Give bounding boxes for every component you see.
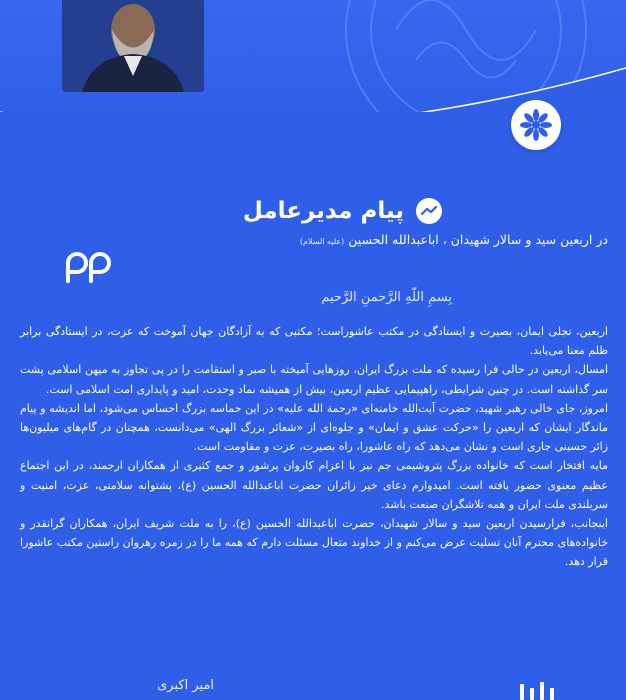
signature-name: امیر اکبری: [157, 678, 214, 693]
message-paragraph: امسال، اربعین در حالی فرا رسیده که ملت بزرگ ایران، روزهایی آمیخته با صبر و استقامت را در پی تجاوز به میهن اسلامی پشت سر گذاشته است. در چنین شرایطی، راهپیمایی عظیم اربعین، بیش از همیشه نماد وحدت، امید و پایداری امت اسلامی است.: [20, 363, 608, 396]
message-paragraph: اینجانب، فرارسیدن اربعین سید و سالار شهیدان، حضرت اباعبدالله الحسین (ع)، را به ملت شریف ایران، همکاران گرانقدر و خانواده‌های محترم آنان تسلیت عرض می‌کنم و از خداوند متعال مسئلت دارم که همه ما را در زمره رهروان راستین مکتب عاشورا قرار دهد.: [20, 517, 608, 569]
message-bubble-icon: [414, 196, 444, 226]
message-paragraph: اربعین، تجلی ایمان، بصیرت و ایستادگی در مکتب عاشوراست؛ مکتبی که به آزادگان جهان آموخت که عزت، در ایستادگی برابر ظلم معنا می‌یابد.: [20, 325, 608, 358]
subtitle-text: در اربعین سید و سالار شهیدان ، اباعبدالله الحسین: [348, 232, 608, 247]
flower-emblem-icon: [511, 100, 561, 150]
company-logo-icon: [516, 680, 562, 700]
quote-mark-icon: [62, 247, 112, 283]
message-subtitle: [300, 232, 608, 247]
message-title: پیام مدیرعامل: [242, 198, 404, 224]
message-body: [20, 322, 608, 572]
message-header: [243, 196, 444, 226]
message-paragraph: امروز، جای خالی رهبر شهید، حضرت آیت‌الله خامنه‌ای «رحمة الله علیه» در این حماسه بزرگ احساس می‌شود، اما اندیشه و پیام ماندگار ایشان که اربعین را «حرکت عشق و ایمان» و جلوه‌ای از «شعائر بزرگ الهی» می‌دانست، همچنان در گام‌های میلیون‌ها زائر حسینی جاری است و نشان می‌دهد که راه عاشورا، راه بصیرت، عزت و مقاومت است.: [20, 401, 608, 454]
subtitle-honorific: (علیه السلام): [299, 237, 345, 246]
bismillah: بِسمِ اللّهِ الرَّحمنِ الرَّحیم: [321, 290, 452, 305]
message-paragraph: مایه افتخار است که خانواده بزرگ پتروشیمی جم نیز با اعزام کاروان پرشور و جمع کثیری از همکاران ارجمند، در این اجتماع عظیم معنوی حضور یافته است. امیدوارم دعای خیر زائران حضرت اباعبدالله الحسین (ع)، پشتوانه سلامتی، عزت، امنیت و سربلندی ملت ایران و همه تلاشگران صنعت باشد.: [20, 459, 608, 511]
hero-banner: [0, 0, 626, 112]
